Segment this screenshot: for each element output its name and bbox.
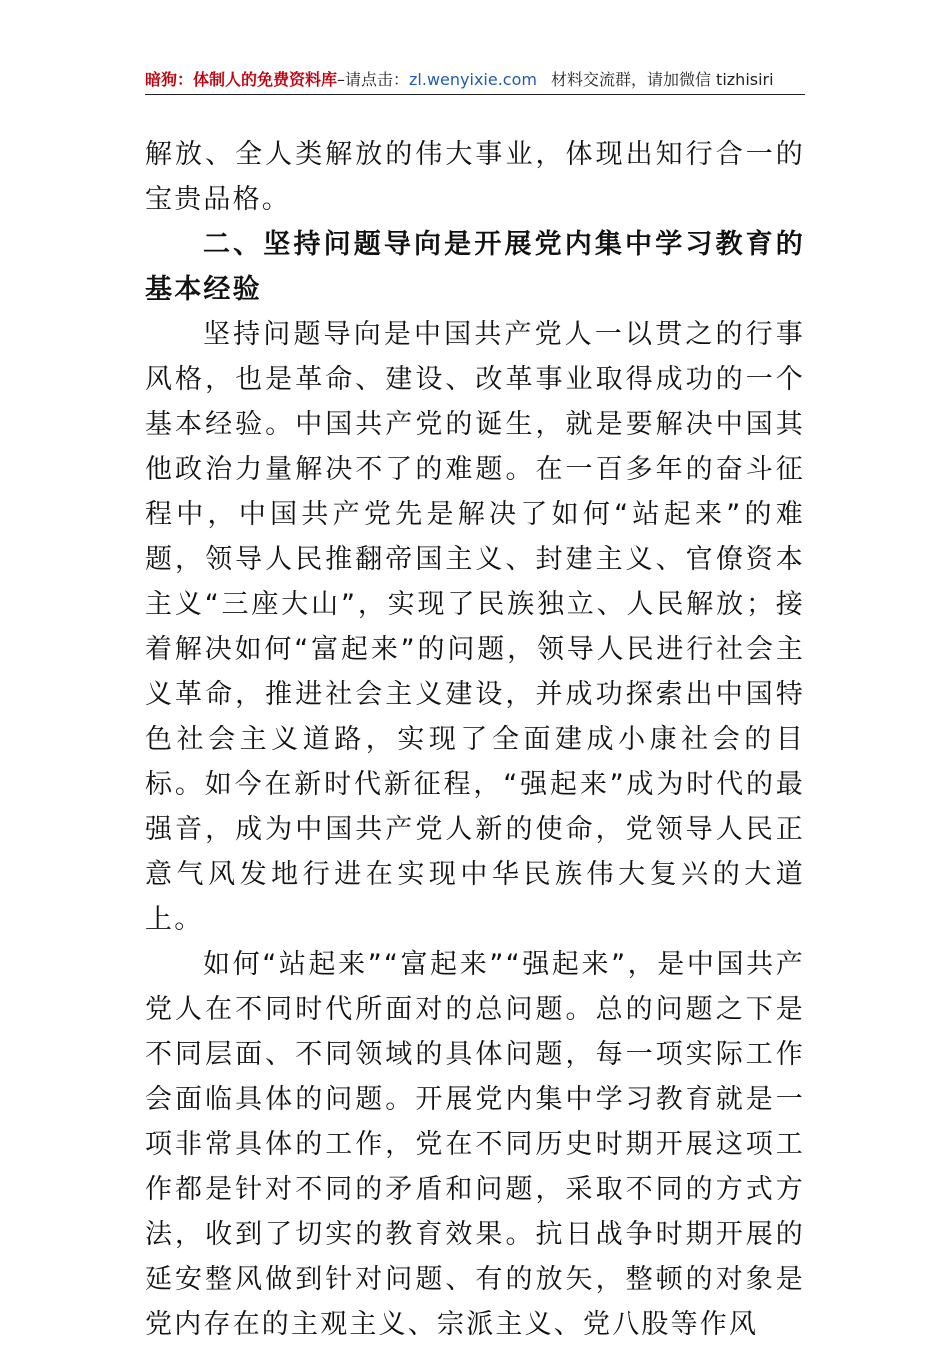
header-prompt: –请点击： bbox=[337, 70, 410, 89]
section-heading: 二、坚持问题导向是开展党内集中学习教育的基本经验 bbox=[145, 229, 805, 305]
document-body bbox=[145, 132, 805, 1347]
page-header bbox=[145, 66, 805, 95]
paragraph-1: 坚持问题导向是中国共产党人一以贯之的行事风格，也是革命、建设、改革事业取得成功的一个基本经验。中国共产党的诞生，就是要解决中国其他政治力量解决不了的难题。在一百多年的奋斗征程中，中国共产党先是解决了如何“站起来”的难题，领导人民推翻帝国主义、封建主义、官僚资本主义“三座大山”，实现了民族独立、人民解放；接着解决如何“富起来”的问题，领导人民进行社会主义革命，推进社会主义建设，并成功探索出中国特色社会主义道路，实现了全面建成小康社会的目标。如今在新时代新征程，“强起来”成为时代的最强音，成为中国共产党人新的使命，党领导人民正意气风发地行进在实现中华民族伟大复兴的大道上。 bbox=[145, 319, 805, 935]
header-link[interactable]: zl.wenyixie.com bbox=[409, 70, 537, 89]
paragraph-2: 如何“站起来”“富起来”“强起来”，是中国共产党人在不同时代所面对的总问题。总的问题之下是不同层面、不同领域的具体问题，每一项实际工作会面临具体的问题。开展党内集中学习教育就是一项非常具体的工作，党在不同历史时期开展这项工作都是针对不同的矛盾和问题，采取不同的方式方法，收到了切实的教育效果。抗日战争时期开展的延安整风做到针对问题、有的放矢，整顿的对象是党内存在的主观主义、宗派主义、党八股等作风 bbox=[145, 949, 805, 1340]
header-brand: 暗狗：体制人的免费资料库 bbox=[145, 70, 338, 89]
paragraph-continued: 解放、全人类解放的伟大事业，体现出知行合一的宝贵品格。 bbox=[145, 139, 805, 215]
header-wechat: 材料交流群，请加微信 tizhisiri bbox=[550, 70, 774, 89]
